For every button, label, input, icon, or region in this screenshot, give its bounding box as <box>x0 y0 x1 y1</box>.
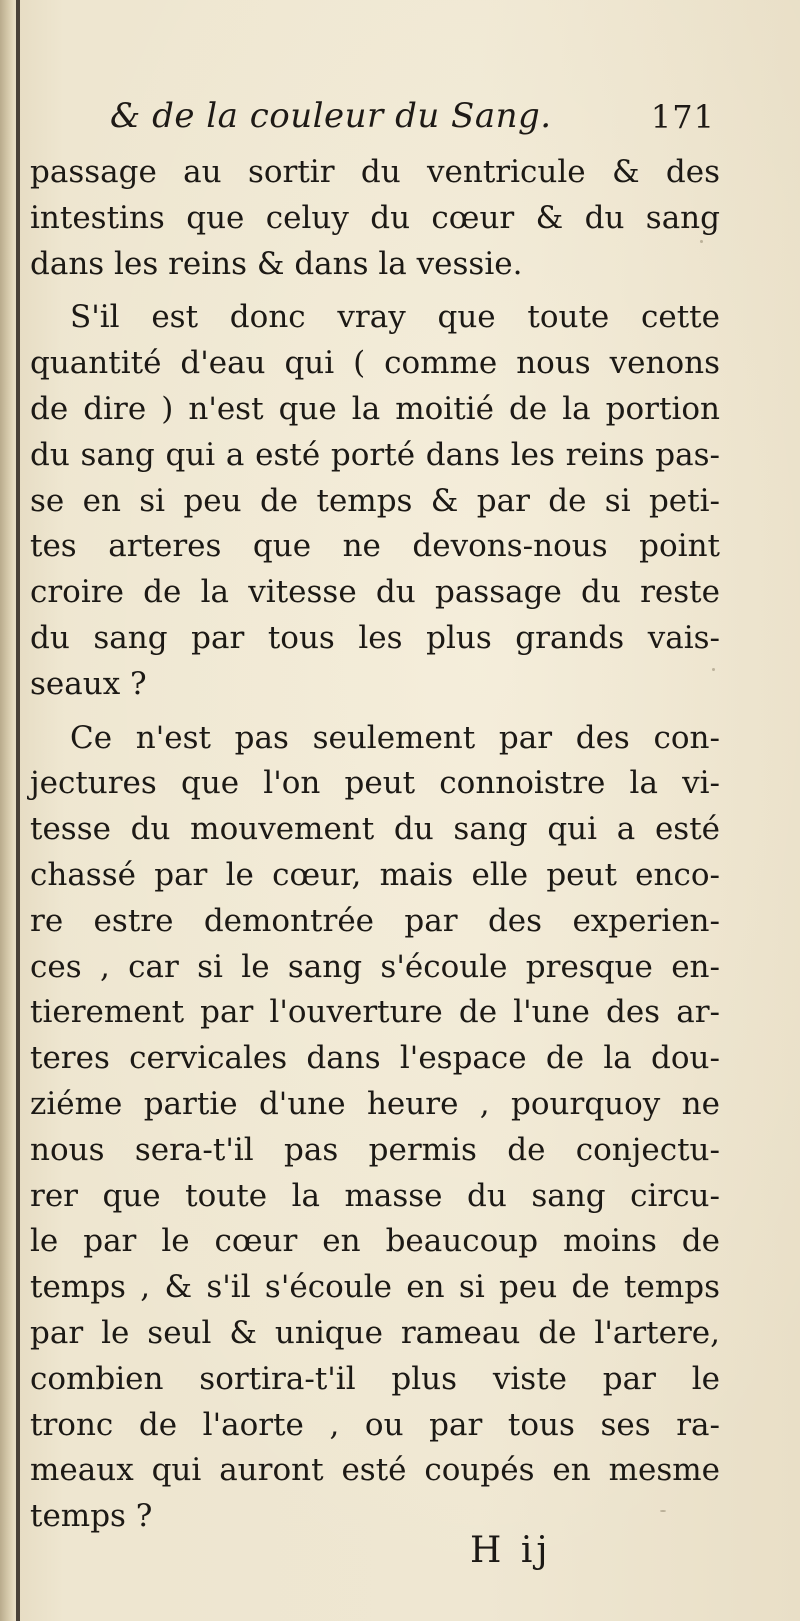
text-line: re estre demontrée par des experien- <box>30 902 720 939</box>
text-line: le par le cœur en beaucoup moins de <box>30 1223 720 1260</box>
text-line: tes arteres que ne devons-nous point <box>30 528 720 565</box>
page-gutter-edge <box>16 0 20 1621</box>
paper-speck <box>660 1510 666 1512</box>
text-line: ces , car si le sang s'écoule presque en- <box>30 948 720 985</box>
text-line: de dire ) n'est que la moitié de la portion <box>30 390 720 427</box>
text-line: teres cervicales dans l'espace de la dou- <box>30 1040 720 1077</box>
text-line: par le seul & unique rameau de l'artere, <box>30 1314 720 1351</box>
text-line: dans les reins & dans la vessie. <box>30 245 523 282</box>
text-line: quantité d'eau qui ( comme nous venons <box>30 345 720 382</box>
text-line: tronc de l'aorte , ou par tous ses ra- <box>30 1406 720 1443</box>
paragraph-3 <box>30 716 720 1540</box>
text-line: du sang qui a esté porté dans les reins pas- <box>30 436 720 473</box>
text-line: S'il est donc vray que toute cette <box>70 299 720 336</box>
text-line: combien sortira-t'il plus viste par le <box>30 1360 720 1397</box>
text-line: passage au sortir du ventricule & des <box>30 154 720 190</box>
text-line: jectures que l'on peut connoistre la vi- <box>30 765 720 802</box>
page-gutter-shadow <box>0 0 14 1621</box>
text-line: croire de la vitesse du passage du reste <box>30 574 720 611</box>
text-line: du sang par tous les plus grands vais- <box>30 619 720 656</box>
paragraph-2 <box>30 295 720 707</box>
running-title: & de la couleur du Sang. <box>110 96 552 136</box>
text-line: nous sera-t'il pas permis de conjectu- <box>30 1131 720 1168</box>
text-line: chassé par le cœur, mais elle peut enco- <box>30 856 720 893</box>
text-line: temps ? <box>30 1498 153 1535</box>
page-number: 171 <box>650 98 715 136</box>
body-text <box>30 150 720 1540</box>
text-line: rer que toute la masse du sang circu- <box>30 1177 720 1214</box>
text-line: ziéme partie d'une heure , pourquoy ne <box>30 1085 720 1122</box>
text-line: tesse du mouvement du sang qui a esté <box>30 811 720 848</box>
running-head <box>110 96 715 146</box>
text-line: seaux ? <box>30 665 147 702</box>
text-line: meaux qui auront esté coupés en mesme <box>30 1452 720 1489</box>
text-line: Ce n'est pas seulement par des con- <box>70 719 720 756</box>
signature-mark: H ij <box>470 1530 552 1571</box>
paper-speck <box>700 240 703 243</box>
text-line: tierement par l'ouverture de l'une des ar- <box>30 994 720 1031</box>
text-line: se en si peu de temps & par de si peti- <box>30 482 720 519</box>
paper-speck <box>712 668 715 671</box>
text-line: intestins que celuy du cœur & du sang <box>30 199 720 236</box>
paragraph-1 <box>30 150 720 287</box>
text-line: temps , & s'il s'écoule en si peu de temps <box>30 1269 720 1306</box>
